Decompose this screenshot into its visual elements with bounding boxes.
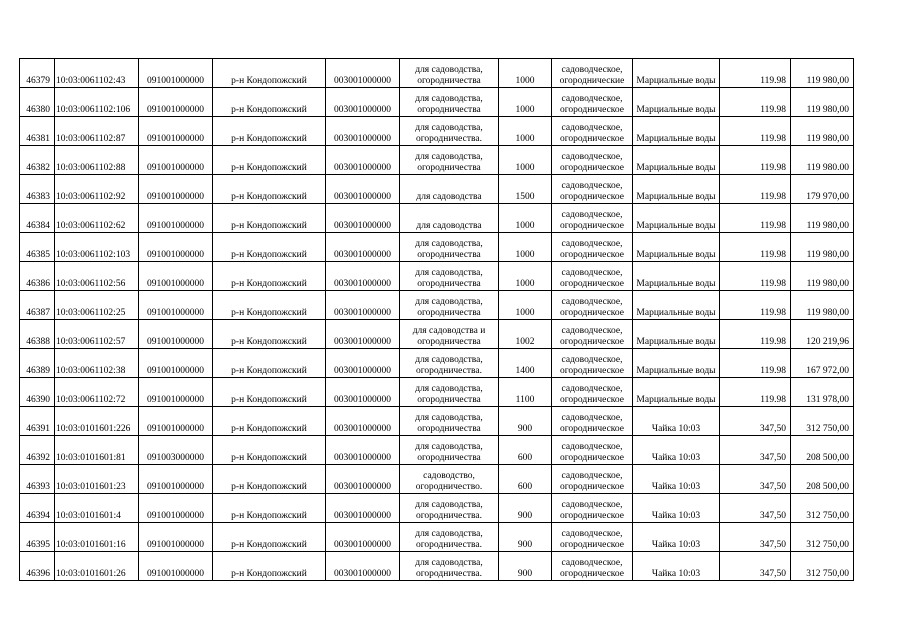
settlement-name-cell: Чайка 10:03 [633,436,720,465]
specific-value-cell: 119.98 [720,146,791,175]
cadastral-value-cell: 120 219,96 [791,320,854,349]
permitted-use-line-1: для садоводства, [415,94,483,104]
land-type-cell [552,291,633,320]
district-cell: р-н Кондопожский [213,291,326,320]
district-cell: р-н Кондопожский [213,494,326,523]
permitted-use-line-2: для садоводства [416,221,482,231]
oktmo-code-cell: 003001000000 [326,349,400,378]
cadastral-value-cell: 119 980,00 [791,88,854,117]
oktmo-code-cell: 003001000000 [326,378,400,407]
row-number-cell: 46394 [20,494,55,523]
land-type-line-1: садоводческое, [561,123,623,133]
land-type-cell [552,523,633,552]
area-cell: 1000 [499,291,552,320]
table-row [20,552,854,581]
permitted-use-cell [400,349,499,378]
oktmo-code-cell: 003001000000 [326,291,400,320]
cadastral-value-cell: 312 750,00 [791,407,854,436]
land-type-line-2: огородническое [559,540,625,550]
table-row [20,465,854,494]
table-row [20,494,854,523]
land-type-line-1: садоводческое, [561,268,623,278]
land-type-line-1: садоводческое, [561,471,623,481]
cadastral-number-cell: 10:03:0101601:23 [55,465,139,494]
settlement-name-cell: Марциальные воды [633,88,720,117]
row-number-cell: 46391 [20,407,55,436]
permitted-use-cell [400,552,499,581]
cadastral-value-cell: 119 980,00 [791,59,854,88]
permitted-use-line-2: огородничества [417,308,481,318]
row-number-cell: 46383 [20,175,55,204]
cadastral-value-cell: 208 500,00 [791,465,854,494]
table-row [20,175,854,204]
permitted-use-cell [400,262,499,291]
okato-code-cell: 091001000000 [139,378,213,407]
permitted-use-cell [400,436,499,465]
row-number-cell: 46382 [20,146,55,175]
land-type-cell [552,320,633,349]
oktmo-code-cell: 003001000000 [326,465,400,494]
oktmo-code-cell: 003001000000 [326,320,400,349]
permitted-use-line-1: для садоводства, [415,355,483,365]
settlement-name-cell: Марциальные воды [633,378,720,407]
okato-code-cell: 091001000000 [139,262,213,291]
permitted-use-cell [400,494,499,523]
land-type-line-1: садоводческое, [561,297,623,307]
permitted-use-cell [400,378,499,407]
land-type-line-2: огородническое [559,366,625,376]
land-type-cell [552,59,633,88]
area-cell: 1000 [499,88,552,117]
permitted-use-line-2: огородничества [417,250,481,260]
row-number-cell: 46396 [20,552,55,581]
permitted-use-line-1: для садоводства, [415,500,483,510]
area-cell: 1500 [499,175,552,204]
cadastral-value-cell: 167 972,00 [791,349,854,378]
area-cell: 900 [499,552,552,581]
cadastral-value-cell: 119 980,00 [791,117,854,146]
table-row [20,407,854,436]
row-number-cell: 46385 [20,233,55,262]
land-type-line-1: садоводческое, [561,239,623,249]
table-row [20,59,854,88]
permitted-use-line-2: огородничества [417,105,481,115]
permitted-use-line-1: для садоводства, [415,384,483,394]
land-type-cell [552,175,633,204]
district-cell: р-н Кондопожский [213,146,326,175]
permitted-use-line-1: для садоводства, [415,529,483,539]
specific-value-cell: 347,50 [720,407,791,436]
cadastral-value-cell: 119 980,00 [791,291,854,320]
specific-value-cell: 119.98 [720,291,791,320]
land-type-cell [552,407,633,436]
settlement-name-cell: Марциальные воды [633,204,720,233]
settlement-name-cell: Марциальные воды [633,117,720,146]
district-cell: р-н Кондопожский [213,262,326,291]
permitted-use-line-2: огородничества. [416,511,482,521]
cadastral-number-cell: 10:03:0061102:72 [55,378,139,407]
land-type-line-1: садоводческое, [561,529,623,539]
area-cell: 1002 [499,320,552,349]
permitted-use-line-2: огородничества [417,279,481,289]
land-type-cell [552,494,633,523]
land-type-line-2: огородническое [559,395,625,405]
area-cell: 1000 [499,59,552,88]
cadastral-value-cell: 179 970,00 [791,175,854,204]
permitted-use-line-1: для садоводства, [415,152,483,162]
row-number-cell: 46380 [20,88,55,117]
specific-value-cell: 119.98 [720,320,791,349]
cadastral-value-cell: 119 980,00 [791,204,854,233]
oktmo-code-cell: 003001000000 [326,204,400,233]
table-row [20,88,854,117]
settlement-name-cell: Марциальные воды [633,175,720,204]
cadastral-value-cell: 119 980,00 [791,262,854,291]
area-cell: 600 [499,465,552,494]
district-cell: р-н Кондопожский [213,59,326,88]
land-type-line-1: садоводческое, [561,326,623,336]
district-cell: р-н Кондопожский [213,117,326,146]
cadastral-value-cell: 131 978,00 [791,378,854,407]
land-type-line-1: садоводческое, [561,558,623,568]
area-cell: 1400 [499,349,552,378]
permitted-use-cell [400,407,499,436]
table-row [20,436,854,465]
cadastral-number-cell: 10:03:0061102:43 [55,59,139,88]
area-cell: 900 [499,523,552,552]
settlement-name-cell: Чайка 10:03 [633,523,720,552]
settlement-name-cell: Марциальные воды [633,291,720,320]
row-number-cell: 46379 [20,59,55,88]
cadastral-number-cell: 10:03:0061102:57 [55,320,139,349]
land-type-cell [552,552,633,581]
land-type-line-2: огородническое [559,163,625,173]
land-type-cell [552,233,633,262]
permitted-use-line-2: огородничество. [415,482,483,492]
permitted-use-line-1: для садоводства, [415,558,483,568]
permitted-use-cell [400,204,499,233]
permitted-use-line-1: для садоводства, [415,123,483,133]
land-type-line-2: огородническое [559,221,625,231]
district-cell: р-н Кондопожский [213,523,326,552]
district-cell: р-н Кондопожский [213,465,326,494]
cadastral-number-cell: 10:03:0061102:92 [55,175,139,204]
land-type-cell [552,204,633,233]
specific-value-cell: 347,50 [720,552,791,581]
specific-value-cell: 119.98 [720,233,791,262]
district-cell: р-н Кондопожский [213,320,326,349]
land-type-line-2: огородническое [559,424,625,434]
permitted-use-cell [400,320,499,349]
row-number-cell: 46393 [20,465,55,494]
row-number-cell: 46390 [20,378,55,407]
land-type-line-1: садоводческое, [561,355,623,365]
okato-code-cell: 091001000000 [139,523,213,552]
table-row [20,204,854,233]
area-cell: 1000 [499,262,552,291]
district-cell: р-н Кондопожский [213,378,326,407]
land-type-line-2: огородническое [559,105,625,115]
permitted-use-cell [400,146,499,175]
land-type-line-2: огородническое [559,134,625,144]
land-type-line-1: садоводческое, [561,413,623,423]
specific-value-cell: 119.98 [720,378,791,407]
okato-code-cell: 091001000000 [139,494,213,523]
permitted-use-line-1: для садоводства, [415,442,483,452]
table-row [20,349,854,378]
cadastral-number-cell: 10:03:0061102:88 [55,146,139,175]
row-number-cell: 46386 [20,262,55,291]
area-cell: 1000 [499,233,552,262]
permitted-use-cell [400,175,499,204]
land-type-line-2: огородническое [559,308,625,318]
land-type-cell [552,349,633,378]
oktmo-code-cell: 003001000000 [326,552,400,581]
row-number-cell: 46388 [20,320,55,349]
cadastral-number-cell: 10:03:0061102:62 [55,204,139,233]
permitted-use-line-1: для садоводства, [415,239,483,249]
permitted-use-line-2: огородничества [417,453,481,463]
table-row [20,523,854,552]
land-type-line-1: садоводческое, [561,65,623,75]
land-type-cell [552,436,633,465]
area-cell: 1000 [499,204,552,233]
okato-code-cell: 091001000000 [139,407,213,436]
cadastral-number-cell: 10:03:0061102:38 [55,349,139,378]
area-cell: 600 [499,436,552,465]
table-row [20,262,854,291]
permitted-use-line-1: для садоводства, [415,268,483,278]
table-row [20,146,854,175]
row-number-cell: 46387 [20,291,55,320]
row-number-cell: 46395 [20,523,55,552]
area-cell: 1100 [499,378,552,407]
okato-code-cell: 091001000000 [139,320,213,349]
specific-value-cell: 347,50 [720,465,791,494]
oktmo-code-cell: 003001000000 [326,494,400,523]
cadastral-number-cell: 10:03:0101601:226 [55,407,139,436]
specific-value-cell: 347,50 [720,494,791,523]
oktmo-code-cell: 003001000000 [326,117,400,146]
settlement-name-cell: Чайка 10:03 [633,494,720,523]
district-cell: р-н Кондопожский [213,233,326,262]
cadastral-number-cell: 10:03:0101601:81 [55,436,139,465]
permitted-use-line-1: для садоводства, [415,65,483,75]
cadastral-value-cell: 119 980,00 [791,233,854,262]
cadastral-value-cell: 312 750,00 [791,523,854,552]
district-cell: р-н Кондопожский [213,407,326,436]
cadastral-value-cell: 119 980.00 [791,146,854,175]
cadastral-number-cell: 10:03:0061102:56 [55,262,139,291]
settlement-name-cell: Марциальные воды [633,59,720,88]
table-row [20,320,854,349]
cadastral-value-cell: 208 500,00 [791,436,854,465]
district-cell: р-н Кондопожский [213,204,326,233]
oktmo-code-cell: 003001000000 [326,436,400,465]
permitted-use-line-2: огородничества. [416,134,482,144]
oktmo-code-cell: 003001000000 [326,262,400,291]
specific-value-cell: 347,50 [720,523,791,552]
okato-code-cell: 091003000000 [139,436,213,465]
land-type-cell [552,262,633,291]
settlement-name-cell: Марциальные воды [633,262,720,291]
land-type-line-1: садоводческое, [561,442,623,452]
area-cell: 1000 [499,146,552,175]
land-type-line-1: садоводческое, [561,210,623,220]
permitted-use-line-2: огородничества [417,395,481,405]
table-row [20,378,854,407]
area-cell: 900 [499,494,552,523]
permitted-use-line-2: огородничества [417,163,481,173]
cadastral-number-cell: 10:03:0061102:25 [55,291,139,320]
row-number-cell: 46389 [20,349,55,378]
area-cell: 900 [499,407,552,436]
settlement-name-cell: Марциальные воды [633,320,720,349]
table-row [20,291,854,320]
oktmo-code-cell: 003001000000 [326,175,400,204]
district-cell: р-н Кондопожский [213,552,326,581]
table-row [20,117,854,146]
table-body [20,59,854,581]
land-type-line-2: огородническое [559,482,625,492]
land-type-line-2: огородническое [559,569,625,579]
settlement-name-cell: Марциальные воды [633,349,720,378]
area-cell: 1000 [499,117,552,146]
land-type-cell [552,146,633,175]
land-type-line-1: садоводческое, [561,152,623,162]
land-type-cell [552,117,633,146]
permitted-use-line-2: огородничества [417,337,481,347]
okato-code-cell: 091001000000 [139,552,213,581]
permitted-use-cell [400,291,499,320]
specific-value-cell: 119.98 [720,117,791,146]
permitted-use-cell [400,465,499,494]
land-type-cell [552,378,633,407]
land-type-line-2: огородническое [559,192,625,202]
permitted-use-line-1: для садоводства, [415,413,483,423]
permitted-use-line-2: огородничества [417,76,481,86]
settlement-name-cell: Чайка 10:03 [633,465,720,494]
cadastral-number-cell: 10:03:0101601:4 [55,494,139,523]
district-cell: р-н Кондопожский [213,436,326,465]
land-type-cell [552,465,633,494]
oktmo-code-cell: 003001000000 [326,59,400,88]
land-type-line-1: садоводческое, [561,500,623,510]
specific-value-cell: 119.98 [720,175,791,204]
settlement-name-cell: Чайка 10:03 [633,552,720,581]
cadastral-value-cell: 312 750,00 [791,494,854,523]
specific-value-cell: 119.98 [720,88,791,117]
okato-code-cell: 091001000000 [139,465,213,494]
oktmo-code-cell: 003001000000 [326,407,400,436]
specific-value-cell: 119.98 [720,204,791,233]
oktmo-code-cell: 003001000000 [326,88,400,117]
okato-code-cell: 091001000000 [139,88,213,117]
land-type-cell [552,88,633,117]
cadastral-value-cell: 312 750,00 [791,552,854,581]
land-type-line-1: садоводческое, [561,181,623,191]
specific-value-cell: 119.98 [720,59,791,88]
okato-code-cell: 091001000000 [139,291,213,320]
land-type-line-2: огородническое [559,453,625,463]
land-plot-table [19,58,854,581]
district-cell: р-н Кондопожский [213,349,326,378]
permitted-use-cell [400,523,499,552]
oktmo-code-cell: 003001000000 [326,523,400,552]
permitted-use-line-2: огородничества. [416,366,482,376]
permitted-use-line-2: огородничества [417,424,481,434]
permitted-use-cell [400,88,499,117]
specific-value-cell: 119.98 [720,349,791,378]
permitted-use-cell [400,233,499,262]
land-type-line-2: огородническое [559,279,625,289]
land-type-line-2: огородническое [559,511,625,521]
permitted-use-line-1: для садоводства, [415,297,483,307]
settlement-name-cell: Чайка 10:03 [633,407,720,436]
district-cell: р-н Кондопожский [213,88,326,117]
okato-code-cell: 091001000000 [139,117,213,146]
okato-code-cell: 091001000000 [139,175,213,204]
row-number-cell: 46381 [20,117,55,146]
okato-code-cell: 091001000000 [139,233,213,262]
oktmo-code-cell: 003001000000 [326,233,400,262]
permitted-use-cell [400,59,499,88]
land-type-line-2: огороднические [559,76,625,86]
land-type-line-2: огородническое [559,250,625,260]
land-type-line-1: садоводческое, [561,94,623,104]
oktmo-code-cell: 003001000000 [326,146,400,175]
cadastral-number-cell: 10:03:0061102:106 [55,88,139,117]
cadastral-number-cell: 10:03:0061102:103 [55,233,139,262]
table-row [20,233,854,262]
cadastral-number-cell: 10:03:0101601:26 [55,552,139,581]
okato-code-cell: 091001000000 [139,204,213,233]
okato-code-cell: 091001000000 [139,349,213,378]
district-cell: р-н Кондопожский [213,175,326,204]
specific-value-cell: 347,50 [720,436,791,465]
land-type-line-1: садоводческое, [561,384,623,394]
cadastral-number-cell: 10:03:0101601:16 [55,523,139,552]
cadastral-number-cell: 10:03:0061102:87 [55,117,139,146]
settlement-name-cell: Марциальные воды [633,146,720,175]
okato-code-cell: 091001000000 [139,59,213,88]
permitted-use-line-2: для садоводства [416,192,482,202]
permitted-use-line-2: огородничества. [416,569,482,579]
permitted-use-line-1: садоводство, [423,471,475,481]
permitted-use-line-1: для садоводства и [412,326,486,336]
settlement-name-cell: Марциальные воды [633,233,720,262]
row-number-cell: 46384 [20,204,55,233]
okato-code-cell: 091001000000 [139,146,213,175]
land-type-line-2: огородническое [559,337,625,347]
row-number-cell: 46392 [20,436,55,465]
permitted-use-line-2: огородничества. [416,540,482,550]
permitted-use-cell [400,117,499,146]
specific-value-cell: 119.98 [720,262,791,291]
